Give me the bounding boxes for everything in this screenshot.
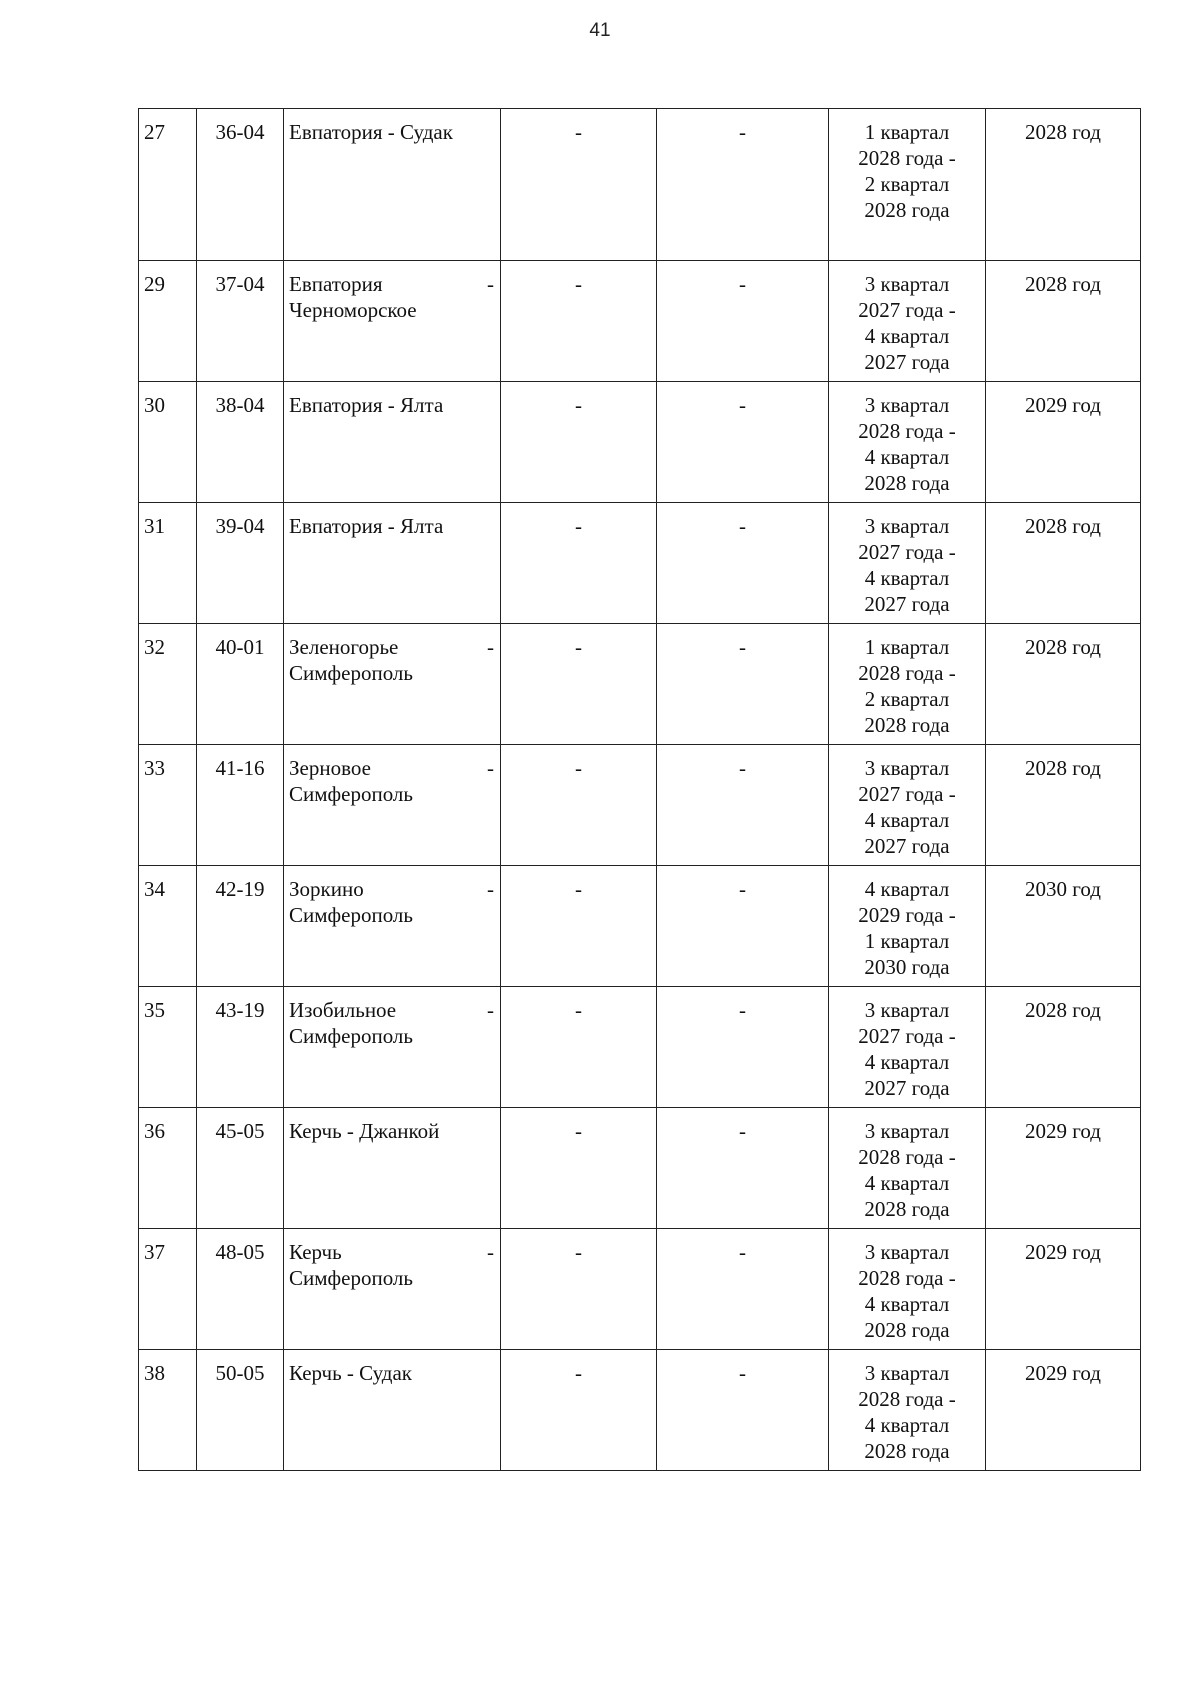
year-cell: 2029 год [986, 382, 1141, 503]
year-cell: 2028 год [986, 109, 1141, 261]
route-code-cell: 36-04 [197, 109, 284, 261]
row-number-cell: 27 [139, 109, 197, 261]
route-name-text: Евпатория Черноморское [289, 272, 417, 322]
year-cell: 2029 год [986, 1350, 1141, 1471]
implementation-period-cell [829, 624, 986, 745]
dash-cell-5: - [657, 624, 829, 745]
period-line: 2 квартал [864, 687, 950, 711]
dash-cell-5: - [657, 1350, 829, 1471]
dash-cell-4: - [501, 1229, 657, 1350]
dash-cell-4: - [501, 1350, 657, 1471]
period-line: 4 квартал [864, 1050, 950, 1074]
implementation-period-cell [829, 1108, 986, 1229]
implementation-period-cell [829, 382, 986, 503]
dash-cell-4: - [501, 745, 657, 866]
route-schedule-table [138, 108, 1141, 1471]
route-name-cell [284, 1350, 501, 1471]
dash-cell-5: - [657, 1229, 829, 1350]
table-body [139, 109, 1141, 1471]
period-line: 4 квартал [864, 1413, 950, 1437]
row-number-cell: 35 [139, 987, 197, 1108]
route-name-cell [284, 866, 501, 987]
row-number-cell: 30 [139, 382, 197, 503]
period-line: 2027 года - [858, 540, 956, 564]
table-row [139, 1350, 1141, 1471]
year-cell: 2028 год [986, 987, 1141, 1108]
dash-cell-5: - [657, 1108, 829, 1229]
period-line: 4 квартал [864, 808, 950, 832]
period-line: 4 квартал [864, 1171, 950, 1195]
route-code-cell: 45-05 [197, 1108, 284, 1229]
period-line: 1 квартал [864, 635, 950, 659]
period-line: 3 квартал [864, 1119, 950, 1143]
dash-cell-5: - [657, 261, 829, 382]
route-code-cell: 40-01 [197, 624, 284, 745]
route-name-text: Евпатория - Судак [289, 120, 453, 144]
period-line: 3 квартал [864, 393, 950, 417]
year-cell: 2028 год [986, 745, 1141, 866]
period-line: 2028 года - [858, 1387, 956, 1411]
period-line: 1 квартал [864, 929, 950, 953]
period-line: 2028 года [864, 198, 950, 222]
table-row [139, 109, 1141, 261]
period-line: 2027 года - [858, 298, 956, 322]
dash-cell-5: - [657, 866, 829, 987]
period-line: 2027 года [864, 834, 950, 858]
route-name-text: Евпатория - Ялта [289, 393, 444, 417]
dash-cell-5: - [657, 382, 829, 503]
period-line: 4 квартал [864, 324, 950, 348]
route-dash: - [487, 1240, 494, 1264]
period-line: 1 квартал [864, 120, 950, 144]
row-number-cell: 29 [139, 261, 197, 382]
period-line: 4 квартал [864, 445, 950, 469]
row-number-cell: 33 [139, 745, 197, 866]
table-row [139, 866, 1141, 987]
table-row [139, 261, 1141, 382]
route-dash: - [487, 635, 494, 659]
route-code-cell: 41-16 [197, 745, 284, 866]
row-number-cell: 31 [139, 503, 197, 624]
period-line: 4 квартал [864, 877, 950, 901]
dash-cell-5: - [657, 745, 829, 866]
period-line: 3 квартал [864, 998, 950, 1022]
route-dash: - [487, 877, 494, 901]
table-row [139, 382, 1141, 503]
route-dash: - [487, 756, 494, 780]
period-line: 2028 года [864, 471, 950, 495]
dash-cell-4: - [501, 261, 657, 382]
dash-cell-4: - [501, 109, 657, 261]
year-cell: 2028 год [986, 624, 1141, 745]
route-name-text: Зоркино Симферополь [289, 877, 413, 927]
period-line: 3 квартал [864, 1361, 950, 1385]
period-line: 3 квартал [864, 756, 950, 780]
row-number-cell: 32 [139, 624, 197, 745]
period-line: 2027 года [864, 350, 950, 374]
period-line: 4 квартал [864, 1292, 950, 1316]
implementation-period-cell [829, 987, 986, 1108]
route-name-cell [284, 624, 501, 745]
year-cell: 2028 год [986, 261, 1141, 382]
dash-cell-4: - [501, 1108, 657, 1229]
route-name-text: Керчь - Джанкой [289, 1119, 440, 1143]
implementation-period-cell [829, 1229, 986, 1350]
period-line: 2027 года [864, 1076, 950, 1100]
row-number-cell: 36 [139, 1108, 197, 1229]
period-line: 3 квартал [864, 514, 950, 538]
period-line: 2028 года - [858, 146, 956, 170]
period-line: 2028 года - [858, 1145, 956, 1169]
table-row [139, 987, 1141, 1108]
implementation-period-cell [829, 1350, 986, 1471]
route-name-text: Изобильное Симферополь [289, 998, 413, 1048]
period-line: 2027 года - [858, 1024, 956, 1048]
route-name-cell [284, 745, 501, 866]
dash-cell-5: - [657, 503, 829, 624]
route-name-cell [284, 503, 501, 624]
route-name-cell [284, 109, 501, 261]
implementation-period-cell [829, 109, 986, 261]
route-name-text: Керчь Симферополь [289, 1240, 413, 1290]
dash-cell-4: - [501, 503, 657, 624]
period-line: 3 квартал [864, 1240, 950, 1264]
route-name-text: Зеленогорье Симферополь [289, 635, 413, 685]
period-line: 2028 года - [858, 419, 956, 443]
period-line: 2027 года - [858, 782, 956, 806]
period-line: 3 квартал [864, 272, 950, 296]
route-code-cell: 37-04 [197, 261, 284, 382]
route-dash: - [487, 998, 494, 1022]
route-name-cell [284, 1229, 501, 1350]
period-line: 2028 года [864, 1439, 950, 1463]
period-line: 4 квартал [864, 566, 950, 590]
dash-cell-5: - [657, 987, 829, 1108]
period-line: 2027 года [864, 592, 950, 616]
dash-cell-4: - [501, 866, 657, 987]
period-line: 2 квартал [864, 172, 950, 196]
period-line: 2028 года [864, 1197, 950, 1221]
route-code-cell: 39-04 [197, 503, 284, 624]
period-line: 2028 года - [858, 1266, 956, 1290]
route-dash: - [487, 272, 494, 296]
period-line: 2028 года [864, 713, 950, 737]
year-cell: 2030 год [986, 866, 1141, 987]
row-number-cell: 34 [139, 866, 197, 987]
row-number-cell: 37 [139, 1229, 197, 1350]
row-number-cell: 38 [139, 1350, 197, 1471]
dash-cell-4: - [501, 987, 657, 1108]
route-code-cell: 48-05 [197, 1229, 284, 1350]
implementation-period-cell [829, 261, 986, 382]
route-code-cell: 42-19 [197, 866, 284, 987]
route-name-cell [284, 382, 501, 503]
route-name-text: Зерновое Симферополь [289, 756, 413, 806]
year-cell: 2028 год [986, 503, 1141, 624]
table-row [139, 1108, 1141, 1229]
dash-cell-4: - [501, 624, 657, 745]
route-code-cell: 43-19 [197, 987, 284, 1108]
implementation-period-cell [829, 866, 986, 987]
year-cell: 2029 год [986, 1229, 1141, 1350]
route-name-cell [284, 987, 501, 1108]
period-line: 2028 года [864, 1318, 950, 1342]
year-cell: 2029 год [986, 1108, 1141, 1229]
route-name-cell [284, 1108, 501, 1229]
table-row [139, 1229, 1141, 1350]
page-number: 41 [589, 20, 611, 41]
period-line: 2030 года [864, 955, 950, 979]
table-row [139, 745, 1141, 866]
implementation-period-cell [829, 503, 986, 624]
route-code-cell: 50-05 [197, 1350, 284, 1471]
route-code-cell: 38-04 [197, 382, 284, 503]
route-name-cell [284, 261, 501, 382]
table-row [139, 624, 1141, 745]
dash-cell-4: - [501, 382, 657, 503]
route-name-text: Евпатория - Ялта [289, 514, 444, 538]
period-line: 2029 года - [858, 903, 956, 927]
route-name-text: Керчь - Судак [289, 1361, 413, 1385]
implementation-period-cell [829, 745, 986, 866]
table-row [139, 503, 1141, 624]
dash-cell-5: - [657, 109, 829, 261]
period-line: 2028 года - [858, 661, 956, 685]
